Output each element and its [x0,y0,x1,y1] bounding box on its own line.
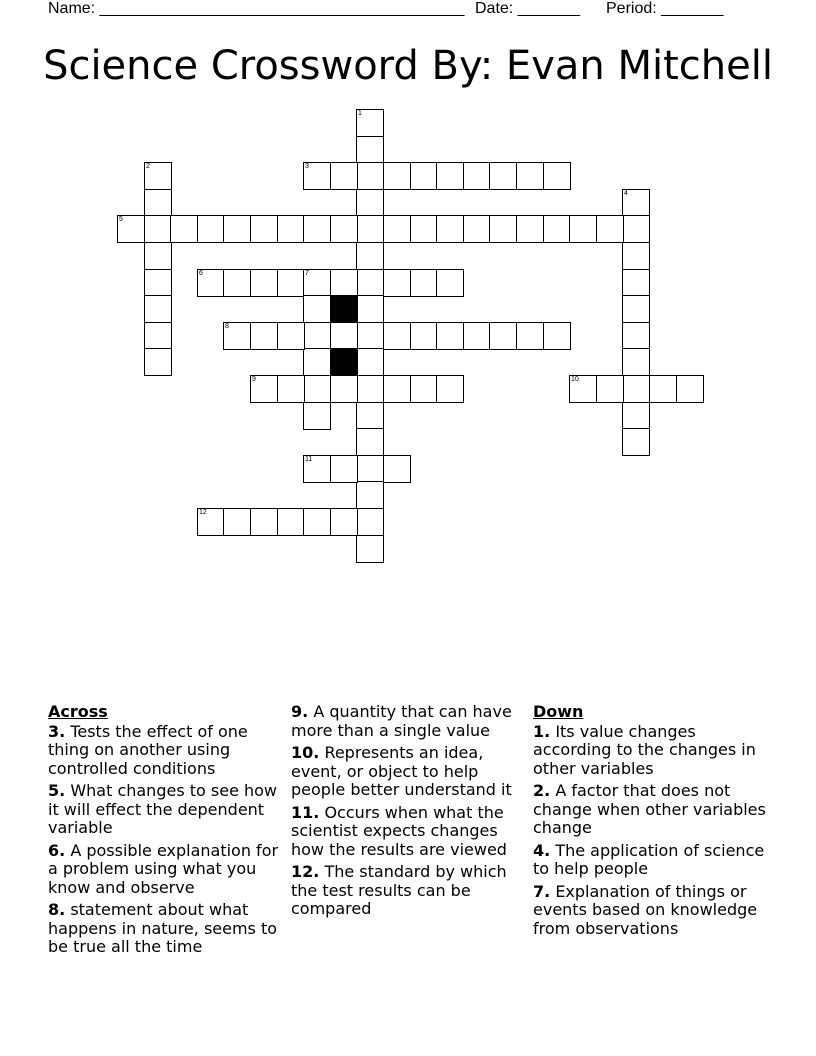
answer-cell[interactable] [144,242,172,270]
answer-cell[interactable] [277,508,305,536]
answer-cell[interactable] [330,455,358,483]
answer-cell[interactable] [303,215,331,243]
answer-cell[interactable] [383,162,411,190]
answer-cell[interactable] [356,242,384,270]
down-heading: Down [533,702,584,721]
answer-cell[interactable] [489,162,517,190]
clue-number-label: 11 [305,456,313,463]
answer-cell[interactable] [144,348,172,376]
answer-cell[interactable] [303,508,331,536]
clue-across-10: 10. Represents an idea, event, or object to help people better understand it [291,743,512,799]
answer-cell[interactable] [410,375,438,403]
answer-cell[interactable] [330,322,358,350]
answer-cell[interactable] [303,322,331,350]
clue-across-3: 3. Tests the effect of one thing on another using controlled conditions [48,721,248,778]
answer-cell[interactable] [410,215,438,243]
answer-cell[interactable] [223,215,251,243]
clue-across-12: 12. The standard by which the test results can be compared [291,862,507,918]
answer-cell[interactable] [569,215,597,243]
period-field-label[interactable]: Period: _______ [606,0,724,17]
answer-cell[interactable] [436,375,464,403]
clues-column-2 [291,703,531,923]
clue-number-label: 7 [305,270,309,277]
answer-cell[interactable] [356,322,384,350]
clue-number-label: 9 [252,376,256,383]
answer-cell[interactable] [356,162,384,190]
clue-number-label: 3 [305,163,309,170]
answer-cell[interactable] [622,242,650,270]
answer-cell[interactable] [516,322,544,350]
answer-cell[interactable] [463,322,491,350]
answer-cell[interactable] [250,322,278,350]
clue-number-label: 10 [571,376,579,383]
answer-cell[interactable] [356,508,384,536]
answer-cell[interactable] [356,189,384,217]
answer-cell[interactable] [596,215,624,243]
clues-column-3 [533,703,773,942]
answer-cell[interactable] [277,269,305,297]
answer-cell[interactable] [383,215,411,243]
blocked-cell [330,348,358,376]
answer-cell[interactable] [383,375,411,403]
answer-cell[interactable] [356,215,384,243]
clue-across-6: 6. A possible explanation for a problem using what you know and observe [48,840,279,897]
answer-cell[interactable] [383,455,411,483]
answer-cell[interactable] [330,215,358,243]
date-field-label[interactable]: Date: _______ [475,0,580,17]
answer-cell[interactable] [489,322,517,350]
answer-cell[interactable] [410,162,438,190]
blocked-cell [330,295,358,323]
answer-cell[interactable] [144,295,172,323]
clue-number-label: 6 [199,270,203,277]
clue-down-4: 4. The application of science to help people [533,840,765,878]
name-field-label[interactable]: Name: _________________________________________ [48,0,465,17]
answer-cell[interactable] [303,348,331,376]
clue-number-label: 8 [225,323,229,330]
answer-cell[interactable] [383,269,411,297]
answer-cell[interactable] [622,269,650,297]
answer-cell[interactable] [543,215,571,243]
answer-cell[interactable] [463,162,491,190]
answer-cell[interactable] [144,322,172,350]
clue-number-label: 5 [119,216,123,223]
page-title: Science Crossword By: Evan Mitchell [43,43,773,89]
answer-cell[interactable] [436,322,464,350]
answer-cell[interactable] [197,215,225,243]
clue-number-label: 4 [624,190,628,197]
clue-across-11: 11. Occurs when what the scientist expects changes how the results are viewed [291,802,507,859]
answer-cell[interactable] [250,215,278,243]
answer-cell[interactable] [676,375,704,403]
answer-cell[interactable] [330,375,358,403]
answer-cell[interactable] [516,162,544,190]
answer-cell[interactable] [543,162,571,190]
answer-cell[interactable] [489,215,517,243]
clue-across-8: 8. statement about what happens in nature, seems to be true all the time [48,900,278,956]
answer-cell[interactable] [436,215,464,243]
clue-across-9: 9. A quantity that can have more than a single value [291,702,512,740]
answer-cell[interactable] [516,215,544,243]
answer-cell[interactable] [356,136,384,164]
answer-cell[interactable] [223,508,251,536]
answer-cell[interactable] [622,428,650,456]
answer-cell[interactable] [622,402,650,430]
answer-cell[interactable] [356,402,384,430]
answer-cell[interactable] [356,348,384,376]
answer-cell[interactable] [277,215,305,243]
answer-cell[interactable] [330,162,358,190]
across-heading: Across [48,702,108,721]
answer-cell[interactable] [144,215,172,243]
clue-number-label: 12 [199,509,207,516]
clue-number-label: 2 [146,163,150,170]
answer-cell[interactable] [250,269,278,297]
answer-cell[interactable] [356,535,384,563]
answer-cell[interactable] [383,322,411,350]
clue-down-7: 7. Explanation of things or events based on knowledge from observations [533,881,758,938]
answer-cell[interactable] [436,162,464,190]
answer-cell[interactable] [649,375,677,403]
answer-cell[interactable] [356,455,384,483]
answer-cell[interactable] [596,375,624,403]
answer-cell[interactable] [436,269,464,297]
answer-cell[interactable] [410,269,438,297]
clue-down-1: 1. Its value changes according to the changes in other variables [533,721,756,778]
answer-cell[interactable] [543,322,571,350]
answer-cell[interactable] [622,348,650,376]
answer-cell[interactable] [356,375,384,403]
answer-cell[interactable] [356,295,384,323]
answer-cell[interactable] [303,375,331,403]
clue-down-2: 2. A factor that does not change when other variables change [533,781,766,837]
answer-cell[interactable] [330,508,358,536]
answer-cell[interactable] [356,269,384,297]
answer-cell[interactable] [356,481,384,509]
answer-cell[interactable] [277,322,305,350]
answer-cell[interactable] [144,189,172,217]
answer-cell[interactable] [356,428,384,456]
answer-cell[interactable] [303,295,331,323]
clue-across-5: 5. What changes to see how it will effect the dependent variable [48,781,278,837]
answer-cell[interactable] [622,322,650,350]
answer-cell[interactable] [622,215,650,243]
answer-cell[interactable] [277,375,305,403]
answer-cell[interactable] [463,215,491,243]
answer-cell[interactable] [330,269,358,297]
answer-cell[interactable] [250,508,278,536]
clues-column-1 [48,703,288,961]
answer-cell[interactable] [223,269,251,297]
clue-number-label: 1 [358,110,362,117]
answer-cell[interactable] [144,269,172,297]
answer-cell[interactable] [303,402,331,430]
answer-cell[interactable] [622,375,650,403]
answer-cell[interactable] [622,295,650,323]
answer-cell[interactable] [410,322,438,350]
answer-cell[interactable] [170,215,198,243]
